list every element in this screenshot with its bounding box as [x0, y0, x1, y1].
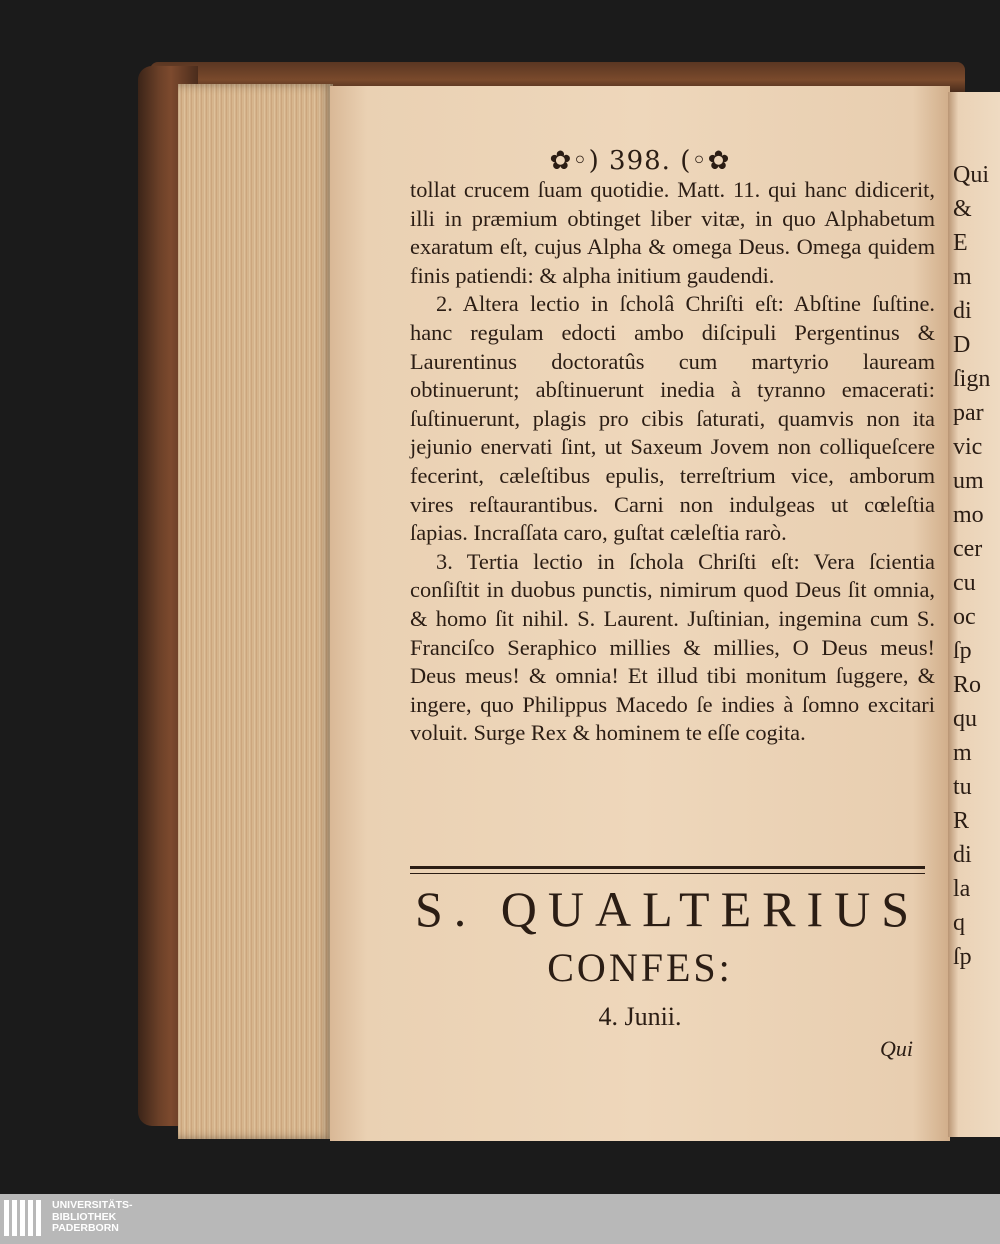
next-page-line: oc	[953, 604, 976, 630]
next-page-line: E	[953, 230, 968, 256]
section-title: S. QUALTERIUS	[414, 881, 921, 937]
section-date: 4. Junii.	[598, 1002, 682, 1031]
next-page-line: mo	[953, 502, 984, 528]
section-subtitle: CONFES:	[547, 945, 733, 990]
paragraph-3: 3. Tertia lectio in ſchola Chriſti eſt: Vera ſcientia conſiſtit in duobus punctis, nimirum quod Deus ſit omnia, & homo ſit nihil. S. Laurent. Juſtinian, ingemina cum S. Franciſco Seraphico millies & millies, O Deus meus! Deus meus! & omnia! Et illud tibi monitum ſuggere, & ingere, quo Philippus Macedo ſe indies à ſomno excitari voluit. Surge Rex & hominem te eſſe cogita.	[410, 548, 935, 746]
paragraph-1: tollat crucem ſuam quotidie. Matt. 11. qui hanc didicerit, illi in præmium obtinget liber vitæ, in quo Alphabetum exaratum eſt, cujus Alpha & omega Deus. Omega quidem finis patiendi: & alpha initium gaudendi.	[410, 177, 935, 288]
next-page-line: R	[953, 808, 970, 834]
next-page-line: Ro	[953, 672, 982, 698]
next-page-line: ſp	[953, 944, 972, 970]
library-footer	[0, 1194, 1000, 1244]
section-divider	[410, 866, 925, 874]
library-name-line3: PADERBORN	[52, 1222, 119, 1234]
next-page-line: &	[953, 196, 972, 222]
next-page-line: um	[953, 468, 984, 494]
next-page-line: Qui	[953, 162, 989, 188]
next-page-line: vic	[953, 434, 983, 460]
next-page-line: di	[953, 842, 972, 868]
body-text	[410, 176, 935, 748]
catchword: Qui	[880, 1036, 913, 1061]
next-page-line: tu	[953, 774, 972, 800]
paragraph-2: 2. Altera lectio in ſcholâ Chriſti eſt: Abſtine ſuſtine. hanc regulam edocti ambo diſcipuli Pergentinus & Laurentinus doctoratûs cum martyrio lauream obtinuerunt; abſtinuerunt inedia à tyranno emacerati: ſuſtinuerunt, plagis pro cibis ſaturati, quamvis non ita jejunio enervati ſint, ut Saxeum Jovem non colliqueſcere fecerint, cæleſtibus epulis, terreſtrium vice, amborum vires reſtaurantibus. Carni non indulgeas ut cœleſtia ſapias. Incraſſata caro, guſtat cæleſtia rarò.	[410, 291, 935, 546]
library-logo-icon	[4, 1200, 41, 1236]
next-page-line: cu	[953, 570, 976, 596]
next-page-line: q	[953, 910, 965, 936]
next-page-line: ſp	[953, 638, 972, 664]
next-page-line: qu	[953, 706, 977, 732]
next-page-line: di	[953, 298, 972, 324]
next-page-line: la	[953, 876, 971, 902]
next-page-line: m	[953, 264, 972, 290]
next-page-line: D	[953, 332, 971, 358]
next-page-line: par	[953, 400, 984, 426]
library-name-line2: BIBLIOTHEK	[52, 1210, 117, 1223]
next-page-text	[953, 158, 1000, 974]
next-page-line: ſign	[953, 366, 991, 392]
next-page-line: m	[953, 740, 972, 766]
library-name	[52, 1200, 133, 1235]
page-edges	[178, 84, 333, 1139]
next-page-line: cer	[953, 536, 983, 562]
library-name-line1: UNIVERSITÄTS-	[52, 1199, 133, 1211]
page-header: ✿◦) 398. (◦✿	[549, 146, 731, 176]
